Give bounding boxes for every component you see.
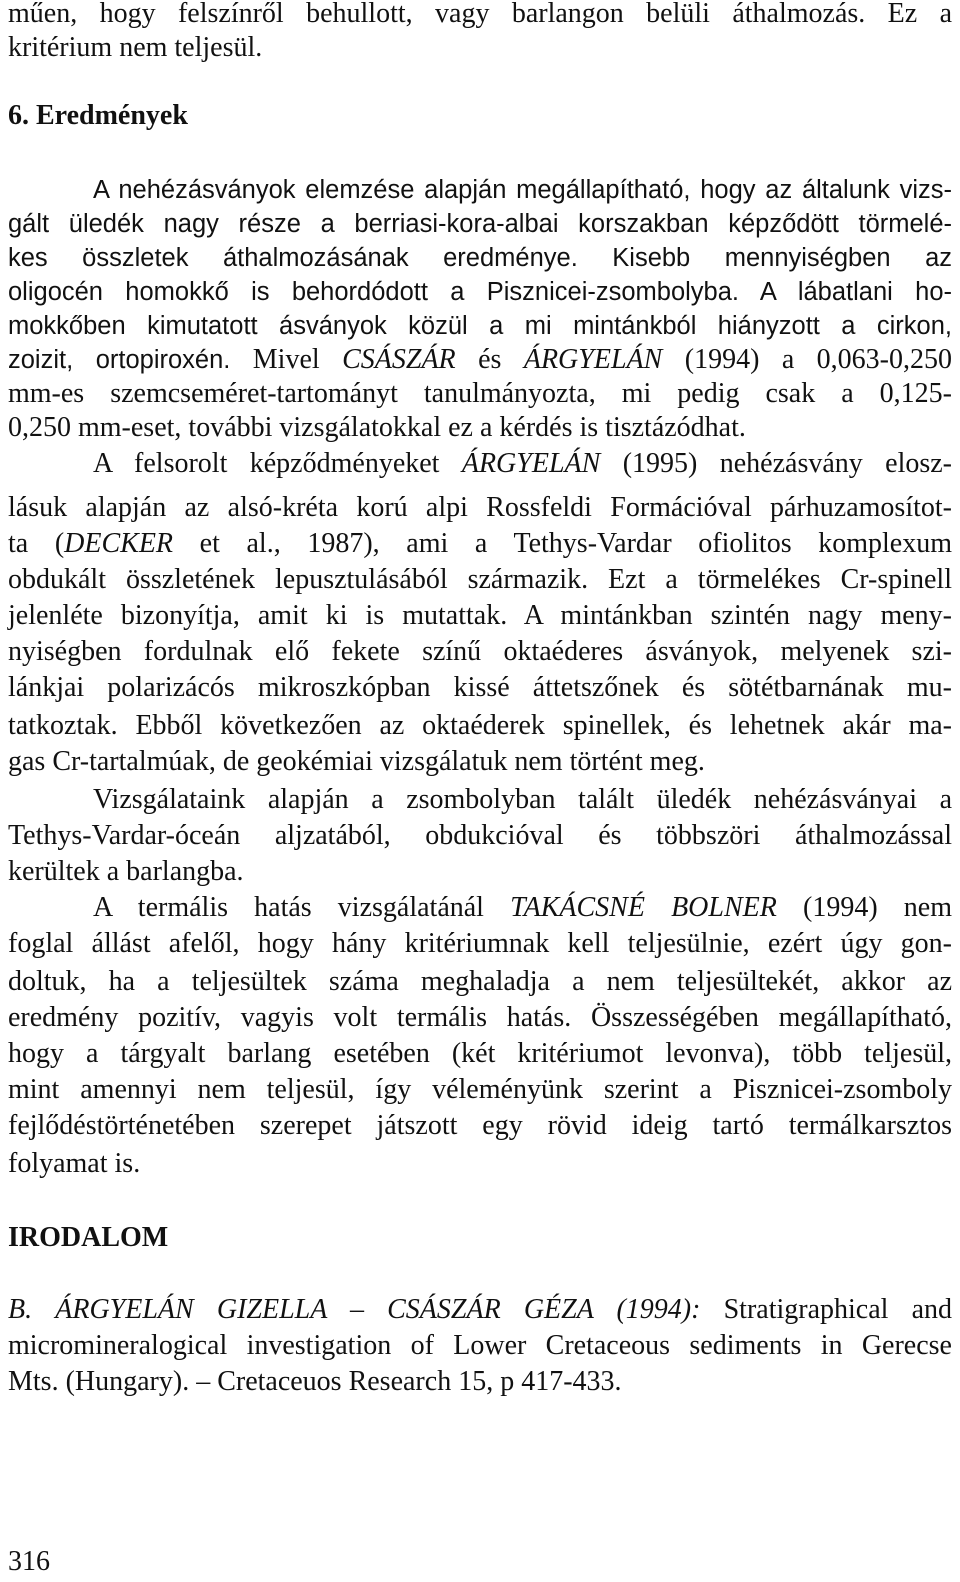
- para4-line-3: doltuk, ha a teljesültek száma meghaladja a nem teljesültekét, akkor az: [8, 966, 952, 997]
- author-csaszar: CSÁSZÁR: [342, 344, 456, 375]
- para1-line-2: gált üledék nagy része a berriasi-kora-albai korszakban képződött törmelé-: [8, 210, 952, 238]
- para4-line-6: mint amennyi nem teljesül, így véleményünk szerint a Pisznicei-zsomboly: [8, 1074, 952, 1105]
- para4-line-8: folyamat is.: [8, 1148, 141, 1179]
- para2-line-4: obdukált összletének lepusztulásából származik. Ezt a törmelékes Cr-spinell: [8, 564, 952, 595]
- para2-line-3-b: et al., 1987), ami a Tethys-Vardar ofiolitos komplexum: [173, 528, 952, 559]
- author-argyelan-1995: ÁRGYELÁN: [461, 448, 601, 479]
- para4-line-1-a: A termális hatás vizsgálatánál: [93, 892, 511, 923]
- intro-line-1: műen, hogy felszínről behullott, vagy barlangon belüli áthalmozás. Ez a: [8, 0, 952, 29]
- para2-line-9: gas Cr-tartalmúak, de geokémiai vizsgálatuk nem történt meg.: [8, 746, 705, 777]
- para2-line-5: jelenléte bizonyítja, amit ki is mutattak. A mintánkban szintén nagy meny-: [8, 600, 952, 631]
- para2-line-1: [93, 444, 952, 484]
- reference-1-line-3: Mts. (Hungary). – Cretaceuos Research 15, p 417-433.: [8, 1366, 622, 1397]
- para4-line-4: eredmény pozitív, vagyis volt termális hatás. Összességében megállapítható,: [8, 1002, 952, 1033]
- para2-line-3-a: ta (: [8, 528, 65, 559]
- para4-line-5: hogy a tárgyalt barlang esetében (két kritériumot levonva), több teljesül,: [8, 1038, 952, 1069]
- para1-line-3: kes összletek áthalmozásának eredménye. Kisebb mennyiségben az: [8, 244, 952, 272]
- para2-line-7: lánkjai polarizácós mikroszkópban kissé áttetszőnek és sötétbarnának mu-: [8, 672, 952, 703]
- para1-line-6-d: (1994) a 0,063-0,250: [662, 344, 952, 375]
- para4-line-2: foglal állást afelől, hogy hány kritériumnak kell teljesülnie, ezért úgy gon-: [8, 928, 952, 959]
- reference-1-title-start: Stratigraphical and: [700, 1294, 952, 1325]
- references-heading: IRODALOM: [8, 1222, 169, 1253]
- para2-line-1-b: (1995) nehézásvány elosz-: [600, 448, 952, 479]
- para3-line-2: Tethys-Vardar-óceán aljzatából, obdukcióval és többszöri áthalmozással: [8, 820, 952, 851]
- para1-line-6-a: zoizit, ortopiroxén.: [8, 346, 231, 374]
- para4-line-1: [93, 888, 952, 928]
- para1-line-6-b: Mivel: [230, 344, 343, 375]
- reference-1-line-1: [8, 1290, 952, 1330]
- para2-line-2: lásuk alapján az alsó-kréta korú alpi Rossfeldi Formációval párhuzamosítot-: [8, 492, 952, 523]
- author-decker: DECKER: [64, 528, 174, 559]
- para3-line-1: Vizsgálataink alapján a zsombolyban talált üledék nehézásványai a: [93, 784, 952, 815]
- para1-line-6-c: és: [455, 344, 524, 375]
- para1-line-5: mokkőben kimutatott ásványok közül a mi mintánkból hiányzott a cirkon,: [8, 312, 952, 340]
- para2-line-1-a: A felsorolt képződményeket: [93, 448, 462, 479]
- para4-line-7: fejlődéstörténetében szerepet játszott egy rövid ideig tartó termálkarsztos: [8, 1110, 952, 1141]
- para1-line-8: 0,250 mm-eset, további vizsgálatokkal ez a kérdés is tisztázódhat.: [8, 412, 746, 443]
- results-heading: 6. Eredmények: [8, 100, 188, 131]
- para2-line-8: tatkoztak. Ebből következően az oktaéderek spinellek, és lehetnek akár ma-: [8, 710, 952, 741]
- para1-line-7: mm-es szemcseméret-tartományt tanulmányozta, mi pedig csak a 0,125-: [8, 378, 952, 409]
- para2-line-3: [8, 524, 952, 564]
- author-argyelan: ÁRGYELÁN: [523, 344, 663, 375]
- para4-line-1-b: (1994) nem: [776, 892, 952, 923]
- para3-line-3: kerültek a barlangba.: [8, 856, 244, 887]
- page-number: 316: [8, 1546, 50, 1577]
- author-takacsne-bolner: TAKÁCSNÉ BOLNER: [510, 892, 777, 923]
- para1-line-4: oligocén homokkő is behordódott a Pisznicei-zsombolyba. A lábatlani ho-: [8, 278, 952, 306]
- para1-line-1: A nehézásványok elemzése alapján megállapítható, hogy az általunk vizs-: [93, 176, 952, 204]
- intro-line-2: kritérium nem teljesül.: [8, 32, 263, 63]
- reference-1-authors: B. ÁRGYELÁN GIZELLA – CSÁSZÁR GÉZA (1994):: [8, 1294, 701, 1325]
- reference-1-line-2: micromineralogical investigation of Lower Cretaceous sediments in Gerecse: [8, 1330, 952, 1361]
- para2-line-6: nyiségben fordulnak elő fekete színű oktaéderes ásványok, melyenek szi-: [8, 636, 952, 667]
